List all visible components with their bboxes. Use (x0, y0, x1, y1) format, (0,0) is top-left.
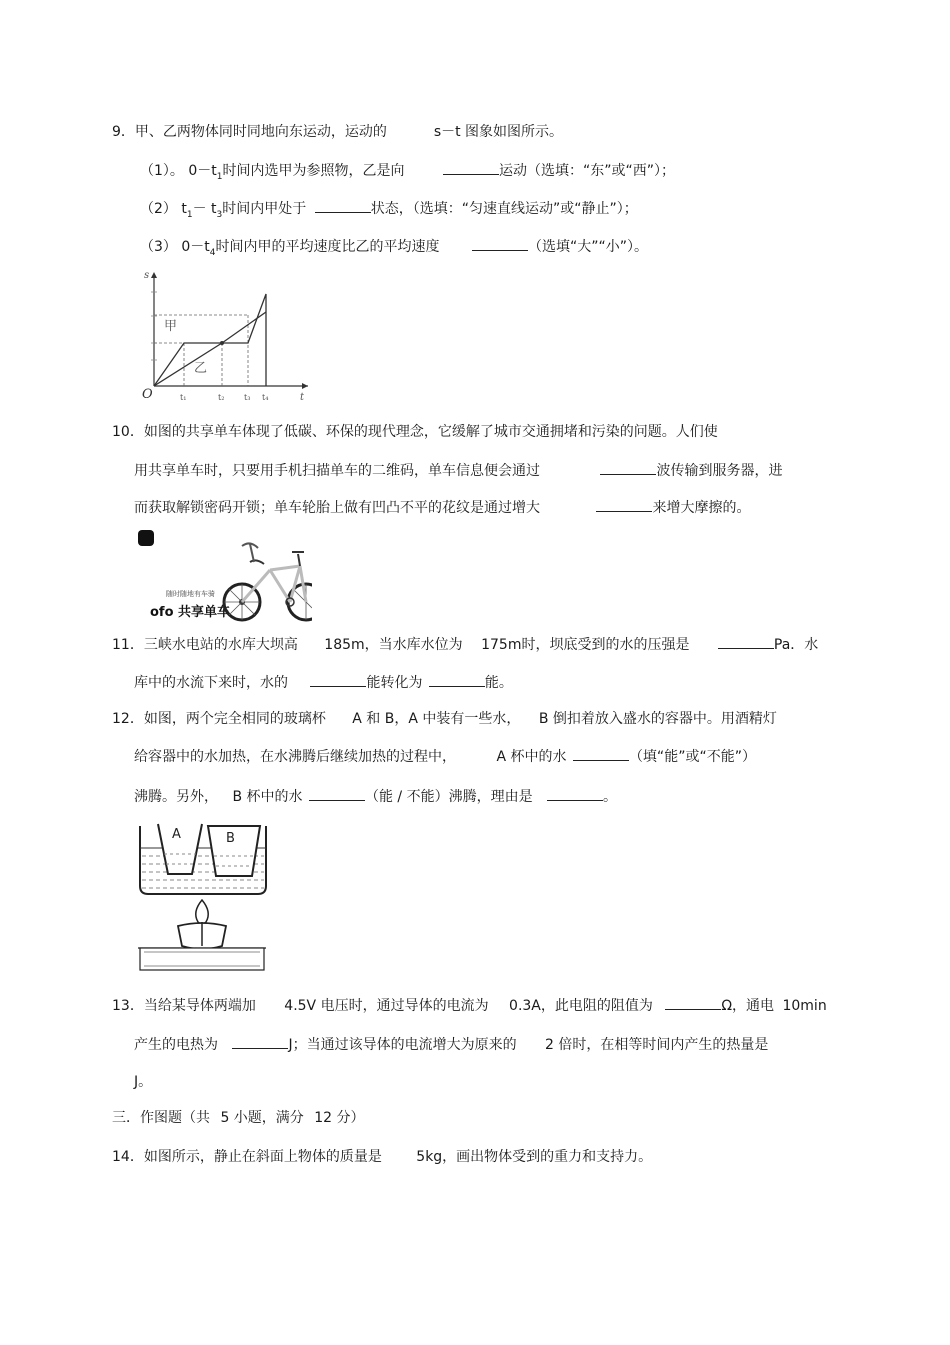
q11-text-3: 175m时，坝底受到的水的压强是 (481, 637, 690, 653)
q12-blank-1[interactable] (573, 746, 629, 761)
q10-blank-2[interactable] (596, 497, 652, 512)
section3-text-1: 三．作图题（共 (112, 1110, 210, 1126)
q11-text-2: 185m，当水库水位为 (324, 637, 463, 653)
q9-part1 (140, 160, 675, 187)
cup-a-label: A (172, 827, 181, 842)
q14-text-1: 14．如图所示，静止在斜面上物体的质量是 (112, 1149, 382, 1165)
q13-blank-1[interactable] (665, 995, 721, 1010)
q9-blank-3[interactable] (472, 236, 528, 251)
q9-blank-1[interactable] (443, 160, 499, 175)
q9-stem-text-2: s－t 图象如图所示。 (433, 124, 564, 140)
q13-line1 (112, 995, 827, 1016)
q13-text-9: J。 (134, 1074, 153, 1090)
tick-t2: t₂ (218, 393, 225, 402)
stand-base (140, 948, 264, 970)
logo-small-text: 随时随地有车骑 (166, 590, 215, 598)
q10-text-4: 而获取解锁密码开锁；单车轮胎上做有凹凸不平的花纹是通过增大 (134, 500, 540, 516)
boiling-container-figure (134, 822, 270, 978)
q13-text-5: 10min (782, 998, 827, 1014)
q11-text-6: 能转化为 (366, 675, 423, 691)
q9-stem-text: 9．甲、乙两物体同时同地向东运动，运动的 (112, 124, 387, 140)
q11-text-5: 库中的水流下来时，水的 (134, 675, 288, 691)
q14-text-2: 5kg，画出物体受到的重力和支持力。 (416, 1149, 653, 1165)
q10-blank-1[interactable] (600, 460, 656, 475)
q12-text-4: 给容器中的水加热，在水沸腾后继续加热的过程中， (134, 749, 456, 765)
q12-blank-2[interactable] (309, 786, 365, 801)
q12-text-3: B 倒扣着放入盛水的容器中。用酒精灯 (538, 711, 777, 727)
q11-blank-2[interactable] (310, 672, 366, 687)
s-axis-arrow-icon (151, 272, 157, 278)
q9-part2-sub1: 1 (186, 209, 193, 220)
q11-blank-1[interactable] (718, 634, 774, 649)
origin-label: O (142, 387, 153, 402)
q12-blank-3[interactable] (547, 786, 603, 801)
q12-text-9: （能 / 不能）沸腾，理由是 (364, 789, 533, 805)
q13-text-1: 13．当给某导体两端加 (112, 998, 256, 1014)
q12-text-5: A 杯中的水 (496, 749, 567, 765)
q11-blank-3[interactable] (429, 672, 485, 687)
q10-text-1: 10．如图的共享单车体现了低碳、环保的现代理念，它缓解了城市交通拥堵和污染的问题。人们使 (112, 424, 718, 440)
q11-text-4: Pa．水 (773, 637, 819, 653)
q12-line1 (112, 709, 777, 729)
q12-line2 (134, 746, 756, 767)
q9-part3-sub: 4 (209, 247, 216, 258)
q12-text-2: A 和 B，A 中装有一些水， (352, 711, 521, 727)
section3-text-2: 5 小题，满分 (220, 1110, 304, 1126)
q11-line2 (134, 672, 513, 693)
q9-part1-text-3: 运动（选填：“东”或“西”）； (498, 163, 675, 179)
q12-text-8: B 杯中的水 (232, 789, 303, 805)
q12-text-7: 沸腾。另外， (134, 789, 218, 805)
section3-heading (112, 1108, 365, 1128)
q13-text-8: 2 倍时，在相等时间内产生的热量是 (545, 1037, 769, 1053)
q12-line3 (134, 786, 617, 807)
q9-part2-text-2: 时间内甲处于 (222, 201, 307, 217)
section3-text-3: 12 分） (314, 1110, 365, 1126)
q13-line3 (134, 1072, 152, 1092)
ofo-logo: ofo 共享单车 (150, 605, 231, 620)
q10-text-5: 来增大摩擦的。 (652, 500, 751, 516)
q9-part2-mid: － t (192, 201, 217, 217)
q13-blank-2[interactable] (232, 1034, 288, 1049)
t-axis-arrow-icon (302, 383, 308, 389)
q13-line2 (134, 1034, 768, 1055)
q9-part3 (140, 236, 648, 263)
q9-part2 (140, 198, 638, 225)
q9-part2-text: （2） t (140, 201, 187, 217)
tick-t4: t₄ (262, 393, 269, 402)
q9-part2-sub2: 3 (216, 209, 223, 220)
q9-part1-text-2: 时间内选甲为参照物，乙是向 (222, 163, 405, 179)
flame-icon (196, 900, 209, 924)
q10-text-3: 波传输到服务器，进 (656, 463, 783, 479)
q9-part2-text-3: 状态，（选填：“匀速直线运动”或“静止”）； (370, 201, 638, 217)
tick-t1: t₁ (180, 393, 187, 402)
bike-figure (138, 528, 312, 624)
tick-t3: t₃ (244, 393, 251, 402)
q13-text-7: J；当通过该导体的电流增大为原来的 (288, 1037, 517, 1053)
q9-part3-text-2: 时间内甲的平均速度比乙的平均速度 (215, 239, 440, 255)
jia-line (154, 294, 266, 386)
q9-part1-text: （1）。 0－t (140, 163, 217, 179)
q14-line (112, 1147, 652, 1167)
q9-part3-text: （3） 0－t (140, 239, 210, 255)
q11-text-1: 11．三峡水电站的水库大坝高 (112, 637, 298, 653)
q12-text-1: 12．如图，两个完全相同的玻璃杯 (112, 711, 326, 727)
bicycle-icon (224, 543, 312, 620)
q10-text-2: 用共享单车时，只要用手机扫描单车的二维码，单车信息便会通过 (134, 463, 540, 479)
s-axis-label: s (144, 270, 150, 281)
q13-text-3: 0.3A，此电阻的阻值为 (509, 998, 653, 1014)
q11-text-7: 能。 (484, 675, 513, 691)
q13-text-6: 产生的电热为 (134, 1037, 218, 1053)
cup-b-label: B (226, 831, 235, 846)
q12-text-10: 。 (603, 789, 618, 805)
logo-square-icon (138, 530, 154, 546)
q11-line1 (112, 634, 818, 655)
q10-line3 (134, 497, 750, 518)
q12-text-6: （填“能”或“不能”） (628, 749, 756, 765)
q9-part1-sub: 1 (216, 171, 223, 182)
q9-part3-text-3: （选填“大”“小”）。 (527, 239, 648, 255)
q9-blank-2[interactable] (315, 198, 371, 213)
q9-stem (112, 122, 563, 142)
q10-line2 (134, 460, 782, 481)
q13-text-2: 4.5V 电压时，通过导体的电流为 (284, 998, 489, 1014)
label-jia: 甲 (164, 319, 178, 334)
t-axis-label: t (300, 392, 305, 403)
label-yi: 乙 (194, 361, 208, 376)
q10-line1 (112, 422, 718, 442)
q13-text-4: Ω，通电 (721, 998, 775, 1014)
q9-st-graph (140, 268, 312, 410)
